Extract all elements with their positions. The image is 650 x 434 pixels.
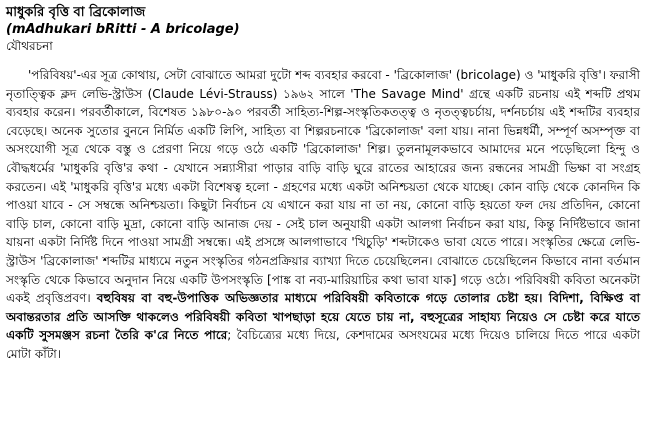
article-title: মাধুকরি বৃত্তি বা ব্রিকোলাজ: [6, 5, 146, 20]
body-paragraph: [6, 66, 644, 364]
body-text-emphasis: বহুবিষয় বা বহু-উপাত্তিক অভিজ্ঞতার মাধ্যমে পরিবিষয়ী কবিতাকে গড়ে তোলার চেষ্টা হয়। বিদিশা, বিক্ষিপ্ত বা অবান্তরতার প্রতি আসক্তি থাকলেও পরিবিষয়ী কবিতা খাপছাড়া হয়ে যেতে চায় না, বহুসূত্রের সাহায্য নিয়েও সে চেষ্টা করে যাতে একটি সুসমঞ্জস রচনা তৈরি ক'রে নিতে পারে: [6, 291, 640, 343]
body-text-ending: ; বৈচিত্র্যের মধ্যে দিয়ে, কেশদামের অসংযমের মধ্যে দিয়েও চালিয়ে দিতে পারে একটা মোটা কাঁটা।: [6, 328, 640, 361]
article-author: যৌথরচনা: [6, 39, 53, 53]
article-subtitle: (mAdhukari bRitti - A bricolage): [6, 22, 240, 37]
body-text-regular: 'পরিবিষয়'-এর সূত্র কোথায়, সেটা বোঝাতে আমরা দুটো শব্দ ব্যবহার করবো - 'ব্রিকোলাজ' (bricolage) ও 'মাধুকরি বৃত্তি'। ফরাসী নৃতাত্ত্বিক ক্লদ লেভি-স্ট্রাউস (Claude Lévi-Strauss) ১৯৬২ সালে 'The Savage Mind' গ্রন্থে একটি রচনায় এই শব্দটি প্রথম ব্যবহার করেন। পরবর্তীকালে, বিশেষত ১৯৮০-৯০ পরবর্তী সাহিত্য-শিল্প-সংস্কৃতিকতত্ত্ব ও নৃতত্ত্বচর্চায়, দর্শনচর্চায় এই শব্দটির ব্যবহার বেড়েছে। অনেক সুতোর বুননে নির্মিত একটি লিপি, সাহিত্য বা শিল্পরচনাকে 'ব্রিকোলাজ' বলা যায়। নানা ভিন্নধর্মী, সম্পূর্ণ অসম্পৃক্ত বা অসংযোগী সূত্র থেকে বস্তু ও প্রেরণা নিয়ে গড়ে ওঠে একটি 'ব্রিকোলাজ' শিল্প। তুলনামূলকভাবে আমাদের মনে পড়েছিলো হিন্দু ও বৌদ্ধধর্মের 'মাধুকরি বৃত্তি'র কথা - যেখানে সন্ন্যাসীরা পাড়ার বাড়ি বাড়ি ঘুরে রাতের আহারের জন্য রন্ধনের সামগ্রী ভিক্ষা বা সংগ্রহ করতেন। এই 'মাধুকরি বৃত্তি'র মধ্যে একটা বিশেষত্ব হলো - গ্রহণের মধ্যে একটা অনিশ্চয়তা থেকে যাচ্ছে। কোন বাড়ি থেকে কোনদিন কি পাওয়া যাবে - সে সম্বন্ধে অনিশ্চয়তা। কিছুটা নির্বাচন যে এখানে করা যায় না তা নয়, কোনো বাড়ি হয়তো ফল দেয় প্রতিদিন, কোনো বাড়ি চাল, কোনো বাড়ি মুদ্রা, কোনো বাড়ি আনাজ দেয় - সেই চাল অনুযায়ী একটা আলগা নির্বাচন করা যায়, কিন্তু নির্দিষ্টভাবে জানা যায়না একটা নির্দিষ্ট দিনে পাওয়া সামগ্রী সম্বন্ধে। এই প্রসঙ্গে আলগাভাবে 'খিচুড়ি' শব্দটাকেও ভাবা যেতে পারে। সংস্কৃতির ক্ষেত্রে লেভি-স্ট্রাউস 'ব্রিকোলাজ' শব্দটির মাধ্যমে নতুন সংস্কৃতির গঠনপ্রক্রিয়ার ব্যাখ্যা দিতে চেয়েছিলেন। বোঝাতে চেয়েছিলেন কিভাবে নানা বর্তমান সংস্কৃতি থেকে কিভাবে অনুদান নিয়ে একটি উপসংস্কৃতি [পাঙ্ক বা নব্য-মারিয়াচির কথা ভাবা যাক] গড়ে ওঠে। পরিবিষয়ী কবিতা অনেকটা একই প্রবৃত্তিপ্রবণ।: [6, 68, 640, 306]
